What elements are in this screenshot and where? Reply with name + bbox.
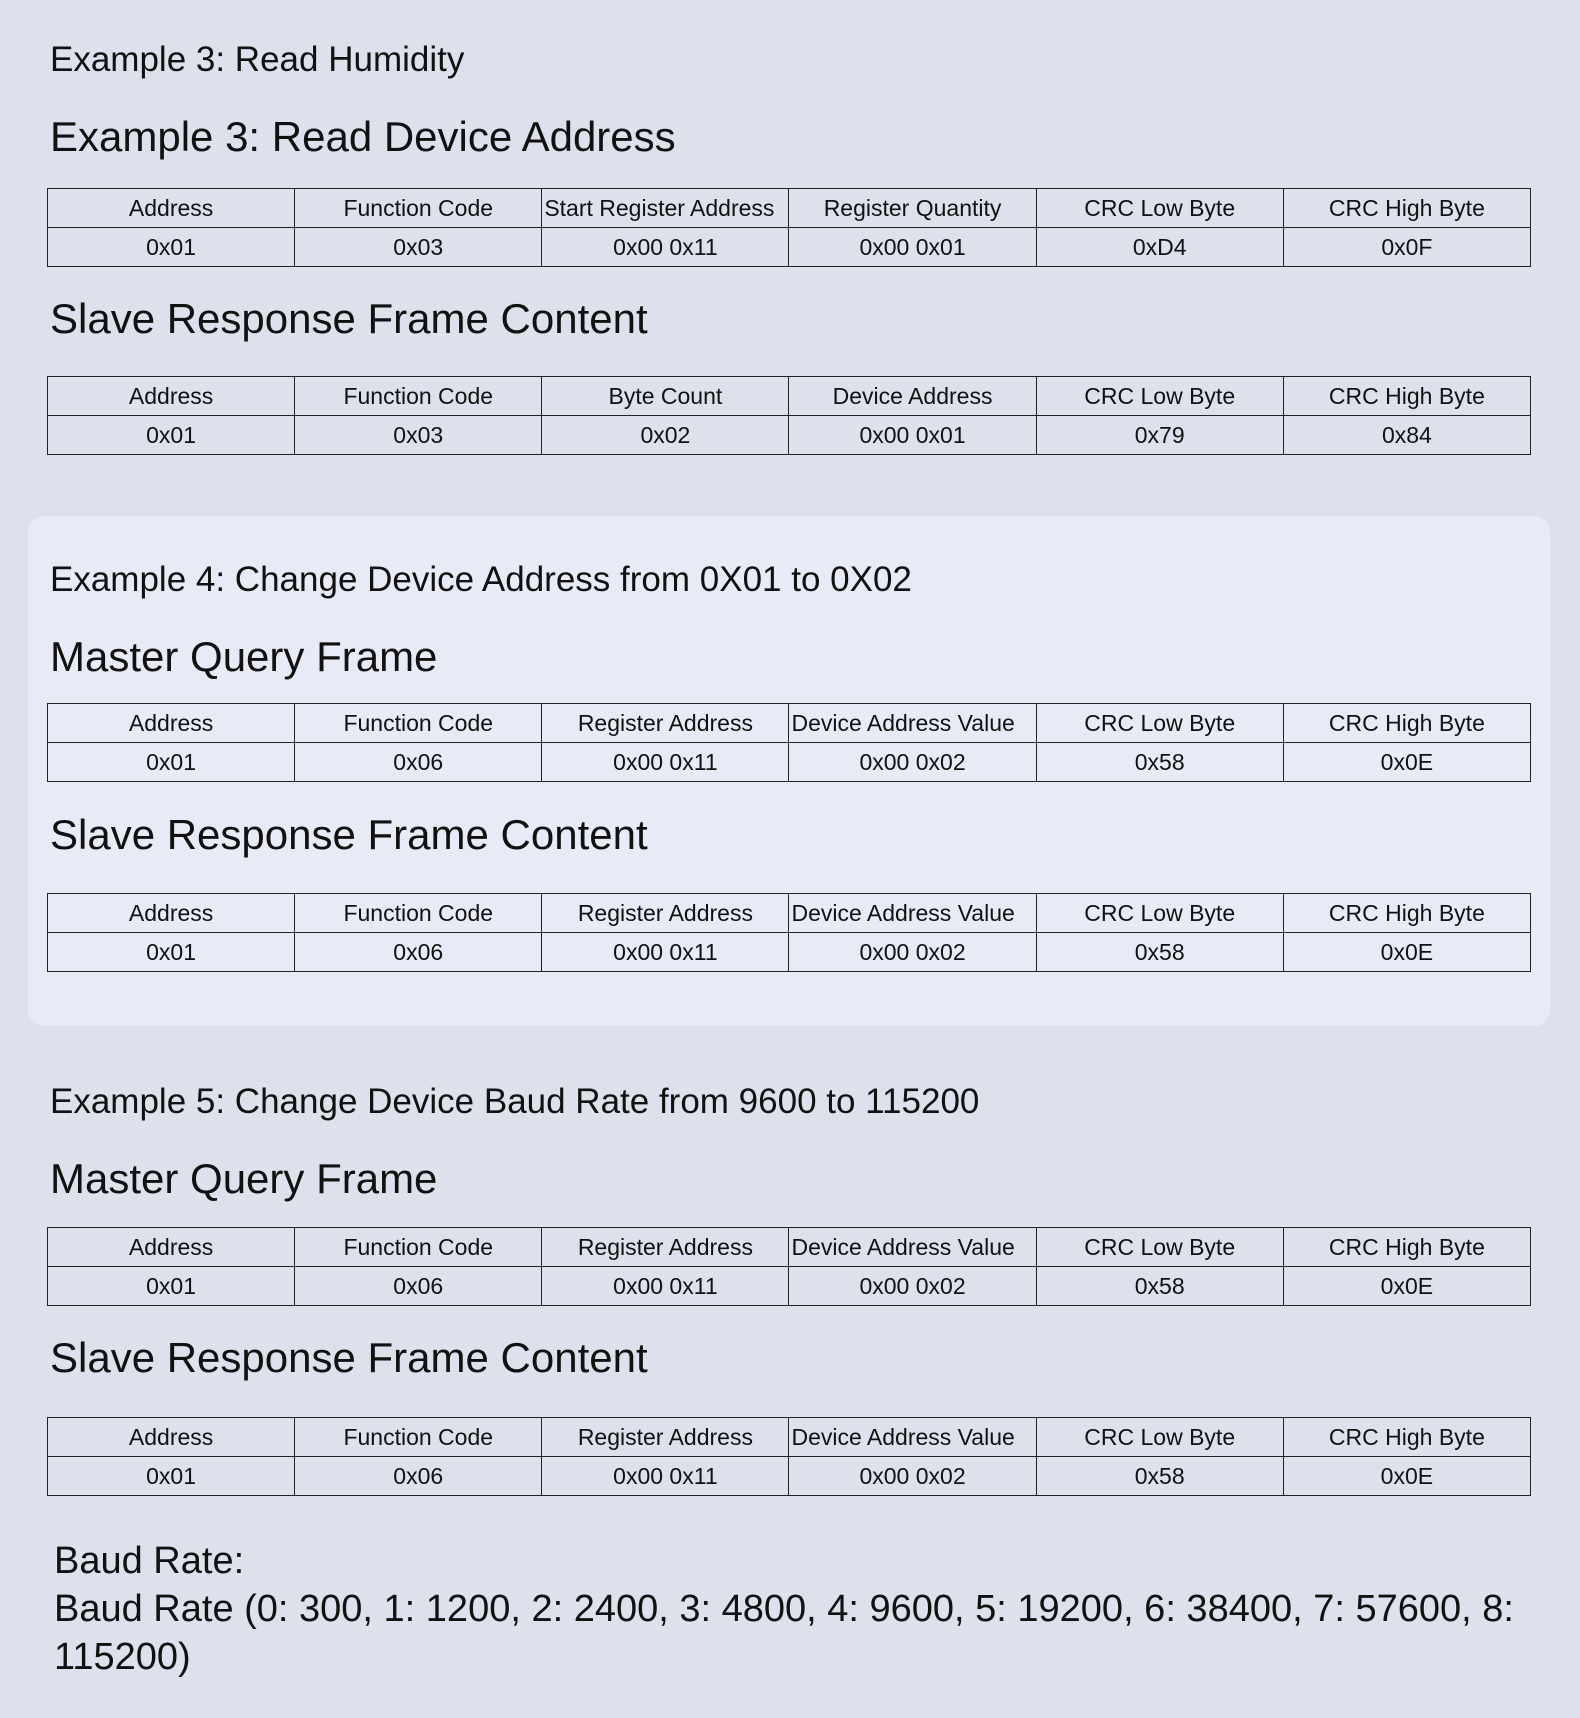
column-header: CRC Low Byte (1036, 1418, 1283, 1457)
table-row-value (48, 743, 1531, 782)
table-row-header (48, 704, 1531, 743)
column-header: Device Address Value (789, 704, 1036, 743)
column-header: Address (48, 189, 295, 228)
table-cell: 0x00 0x11 (542, 743, 789, 782)
column-header: Address (48, 894, 295, 933)
table-row-header (48, 1228, 1531, 1267)
ex5-master-table (47, 1227, 1531, 1306)
table-cell: 0x00 0x01 (789, 416, 1036, 455)
table-cell: 0x01 (48, 1267, 295, 1306)
column-header: Address (48, 704, 295, 743)
table-cell: 0x02 (542, 416, 789, 455)
column-header: Address (48, 377, 295, 416)
table-cell: 0x00 0x01 (789, 228, 1036, 267)
table-cell: 0x58 (1036, 933, 1283, 972)
table-row-value (48, 416, 1531, 455)
table-cell: 0x00 0x11 (542, 933, 789, 972)
table-cell: 0x00 0x11 (542, 1457, 789, 1496)
column-header: Register Address (542, 1418, 789, 1457)
ex3-slave-table (47, 376, 1531, 455)
column-header: CRC Low Byte (1036, 894, 1283, 933)
column-header: Function Code (295, 894, 542, 933)
ex5-slave-title: Slave Response Frame Content (50, 1334, 648, 1381)
column-header: Function Code (295, 1228, 542, 1267)
table-cell: 0x01 (48, 933, 295, 972)
column-header: Device Address Value (789, 894, 1036, 933)
table-cell: 0x06 (295, 933, 542, 972)
table-cell: 0x84 (1283, 416, 1530, 455)
column-header: CRC Low Byte (1036, 189, 1283, 228)
column-header: Function Code (295, 377, 542, 416)
ex4-master-table (47, 703, 1531, 782)
table-row-header (48, 189, 1531, 228)
table-row-value (48, 228, 1531, 267)
table-cell: 0x06 (295, 743, 542, 782)
table-cell: 0x00 0x02 (789, 1267, 1036, 1306)
table-cell: 0x58 (1036, 743, 1283, 782)
column-header: Register Quantity (789, 189, 1036, 228)
table-cell: 0x00 0x11 (542, 228, 789, 267)
table-cell: 0x58 (1036, 1457, 1283, 1496)
baud-rate-heading: Baud Rate: (54, 1540, 245, 1582)
column-header: CRC High Byte (1283, 377, 1530, 416)
table-cell: 0x03 (295, 416, 542, 455)
table-row-value (48, 1457, 1531, 1496)
ex5-slave-table (47, 1417, 1531, 1496)
example-4-title: Example 4: Change Device Address from 0X01 to 0X02 (50, 560, 912, 599)
table-cell: 0xD4 (1036, 228, 1283, 267)
column-header: CRC Low Byte (1036, 377, 1283, 416)
table-cell: 0x00 0x02 (789, 743, 1036, 782)
table-cell: 0x01 (48, 743, 295, 782)
column-header: Function Code (295, 189, 542, 228)
table-cell: 0x01 (48, 228, 295, 267)
column-header: Device Address Value (789, 1418, 1036, 1457)
table-row-header (48, 1418, 1531, 1457)
table-cell: 0x01 (48, 1457, 295, 1496)
ex4-slave-title: Slave Response Frame Content (50, 811, 648, 858)
table-cell: 0x0F (1283, 228, 1530, 267)
table-cell: 0x0E (1283, 1457, 1530, 1496)
table-row-value (48, 933, 1531, 972)
baud-rate-list: Baud Rate (0: 300, 1: 1200, 2: 2400, 3: 4800, 4: 9600, 5: 19200, 6: 38400, 7: 57600, 8: 115200) (54, 1588, 1514, 1678)
table-cell: 0x01 (48, 416, 295, 455)
table-row-header (48, 894, 1531, 933)
baud-rate-note (54, 1537, 1554, 1681)
table-cell: 0x00 0x02 (789, 1457, 1036, 1496)
example-3-humidity-title: Example 3: Read Humidity (50, 40, 465, 79)
column-header: Function Code (295, 704, 542, 743)
table-cell: 0x0E (1283, 1267, 1530, 1306)
column-header: CRC Low Byte (1036, 704, 1283, 743)
column-header: Device Address Value (789, 1228, 1036, 1267)
ex3-slave-title: Slave Response Frame Content (50, 295, 648, 342)
table-cell: 0x79 (1036, 416, 1283, 455)
column-header: Device Address (789, 377, 1036, 416)
table-cell: 0x00 0x02 (789, 933, 1036, 972)
column-header: CRC High Byte (1283, 1418, 1530, 1457)
column-header: CRC High Byte (1283, 1228, 1530, 1267)
ex5-master-title: Master Query Frame (50, 1155, 438, 1202)
table-cell: 0x03 (295, 228, 542, 267)
column-header: CRC High Byte (1283, 704, 1530, 743)
table-cell: 0x06 (295, 1267, 542, 1306)
ex4-master-title: Master Query Frame (50, 633, 438, 680)
table-row-value (48, 1267, 1531, 1306)
table-cell: 0x0E (1283, 743, 1530, 782)
table-row-header (48, 377, 1531, 416)
column-header: Register Address (542, 704, 789, 743)
column-header: Address (48, 1228, 295, 1267)
ex4-slave-table (47, 893, 1531, 972)
table-cell: 0x58 (1036, 1267, 1283, 1306)
ex3-master-table (47, 188, 1531, 267)
column-header: Register Address (542, 1228, 789, 1267)
column-header: Function Code (295, 1418, 542, 1457)
column-header: Register Address (542, 894, 789, 933)
column-header: CRC High Byte (1283, 894, 1530, 933)
column-header: Start Register Address (542, 189, 789, 228)
table-cell: 0x06 (295, 1457, 542, 1496)
column-header: CRC High Byte (1283, 189, 1530, 228)
column-header: Byte Count (542, 377, 789, 416)
table-cell: 0x00 0x11 (542, 1267, 789, 1306)
example-3-title: Example 3: Read Device Address (50, 113, 676, 160)
column-header: CRC Low Byte (1036, 1228, 1283, 1267)
example-5-title: Example 5: Change Device Baud Rate from 9600 to 115200 (50, 1082, 980, 1121)
column-header: Address (48, 1418, 295, 1457)
table-cell: 0x0E (1283, 933, 1530, 972)
